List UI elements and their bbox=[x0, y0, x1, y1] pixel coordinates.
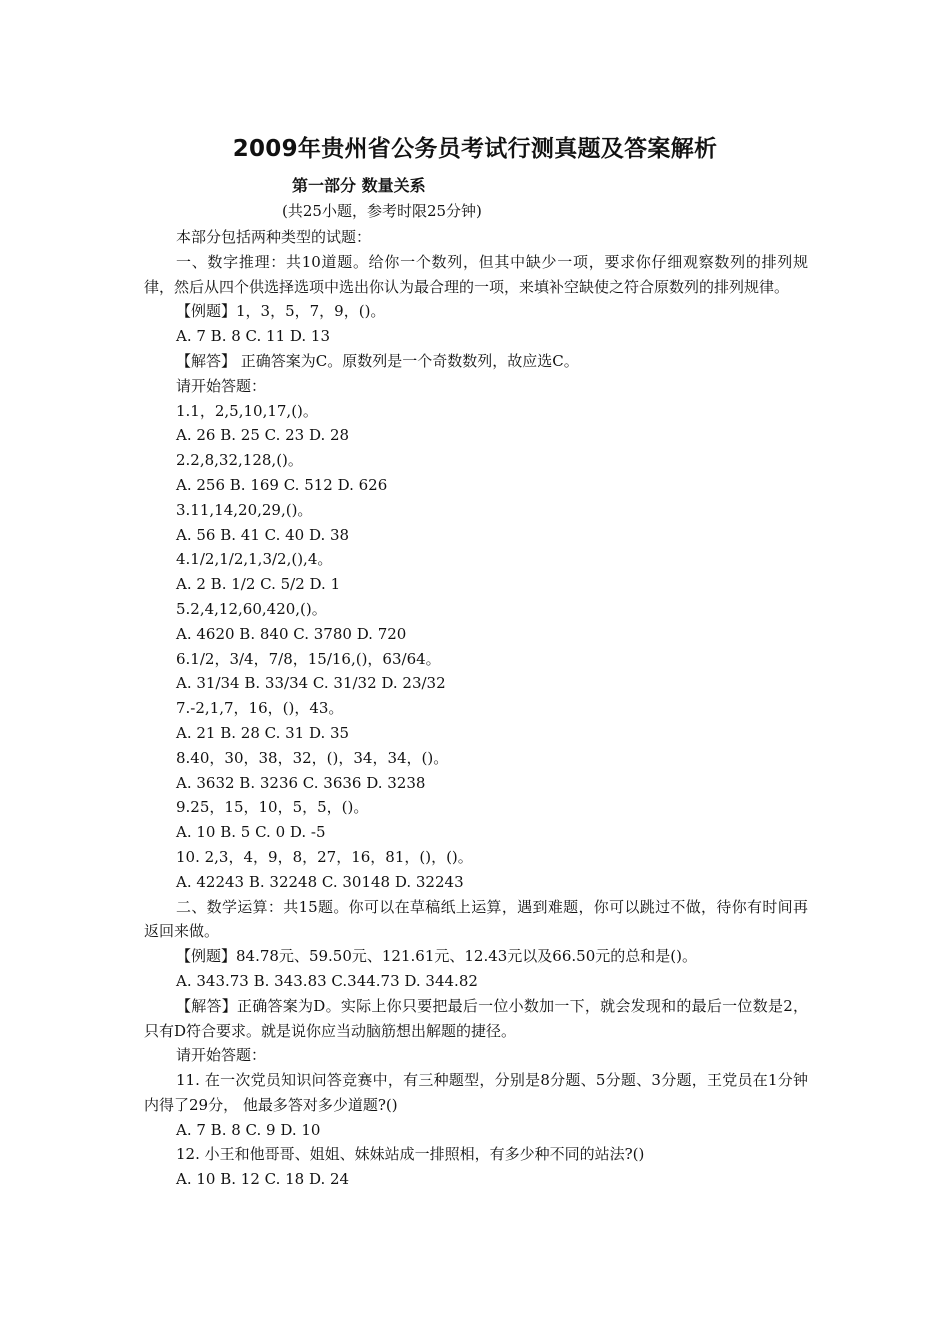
section-note: (共25小题，参考时限25分钟) bbox=[282, 202, 482, 220]
question-options: A. 10 B. 5 C. 0 D. -5 bbox=[176, 823, 326, 842]
paragraph: 请开始答题： bbox=[176, 1046, 267, 1065]
example-answer: 【解答】正确答案为D。实际上你只要把最后一位小数加一下，就会发现和的最后一位数是2，只有D符合要求。就是说你应当动脑筋想出解题的捷径。 bbox=[144, 996, 808, 1040]
question: 5.2,4,12,60,420,()。 bbox=[176, 599, 327, 618]
document-body bbox=[144, 225, 808, 1192]
question: 11. 在一次党员知识问答竞赛中，有三种题型，分别是8分题、5分题、3分题，王党员在1分钟内得了29分， 他最多答对多少道题?() bbox=[144, 1071, 808, 1114]
question-options: A. 256 B. 169 C. 512 D. 626 bbox=[176, 475, 388, 494]
example-options: A. 343.73 B. 343.83 C.344.73 D. 344.82 bbox=[176, 971, 478, 990]
paragraph: 一、数字推理：共10道题。给你一个数列，但其中缺少一项，要求你仔细观察数列的排列规律，然后从四个供选择选项中选出你认为最合理的一项，来填补空缺使之符合原数列的排列规律。 bbox=[144, 252, 808, 296]
question-options: A. 4620 B. 840 C. 3780 D. 720 bbox=[176, 624, 407, 643]
question-options: A. 7 B. 8 C. 9 D. 10 bbox=[176, 1120, 321, 1139]
question-options: A. 10 B. 12 C. 18 D. 24 bbox=[176, 1170, 350, 1189]
question-options: A. 31/34 B. 33/34 C. 31/32 D. 23/32 bbox=[176, 674, 446, 693]
question: 1.1，2,5,10,17,()。 bbox=[176, 401, 318, 420]
question: 7.-2,1,7，16，()，43。 bbox=[176, 699, 344, 718]
question: 8.40，30，38，32，()，34，34，()。 bbox=[176, 748, 449, 767]
question: 10. 2,3，4，9，8，27，16，81，()，()。 bbox=[176, 847, 473, 866]
example-question: 【例题】1，3，5，7，9，()。 bbox=[176, 302, 386, 321]
question-options: A. 26 B. 25 C. 23 D. 28 bbox=[176, 426, 350, 445]
question-options: A. 3632 B. 3236 C. 3636 D. 3238 bbox=[176, 773, 426, 792]
question: 9.25，15，10，5，5，()。 bbox=[176, 798, 369, 817]
question: 6.1/2，3/4，7/8，15/16,()，63/64。 bbox=[176, 649, 441, 668]
question: 12. 小王和他哥哥、姐姐、妹妹站成一排照相，有多少种不同的站法?() bbox=[176, 1145, 645, 1164]
question-options: A. 2 B. 1/2 C. 5/2 D. 1 bbox=[176, 575, 341, 594]
example-question: 【例题】84.78元、59.50元、121.61元、12.43元以及66.50元的总和是()。 bbox=[176, 947, 697, 966]
question: 3.11,14,20,29,()。 bbox=[176, 500, 313, 519]
paragraph: 本部分包括两种类型的试题： bbox=[176, 228, 372, 246]
paragraph: 请开始答题： bbox=[176, 376, 267, 395]
paragraph: 二、数学运算：共15题。你可以在草稿纸上运算，遇到难题，你可以跳过不做，待你有时间再返回来做。 bbox=[144, 897, 808, 941]
section-title: 第一部分 数量关系 bbox=[292, 176, 426, 195]
question: 4.1/2,1/2,1,3/2,(),4。 bbox=[176, 550, 333, 569]
example-options: A. 7 B. 8 C. 11 D. 13 bbox=[176, 327, 330, 346]
question-options: A. 42243 B. 32248 C. 30148 D. 32243 bbox=[176, 872, 464, 891]
document-title: 2009年贵州省公务员考试行测真题及答案解析 bbox=[232, 136, 718, 162]
question: 2.2,8,32,128,()。 bbox=[176, 451, 303, 470]
question-options: A. 56 B. 41 C. 40 D. 38 bbox=[176, 525, 350, 544]
example-answer: 【解答】 正确答案为C。原数列是一个奇数数列，故应选C。 bbox=[176, 351, 579, 370]
question-options: A. 21 B. 28 C. 31 D. 35 bbox=[176, 723, 350, 742]
